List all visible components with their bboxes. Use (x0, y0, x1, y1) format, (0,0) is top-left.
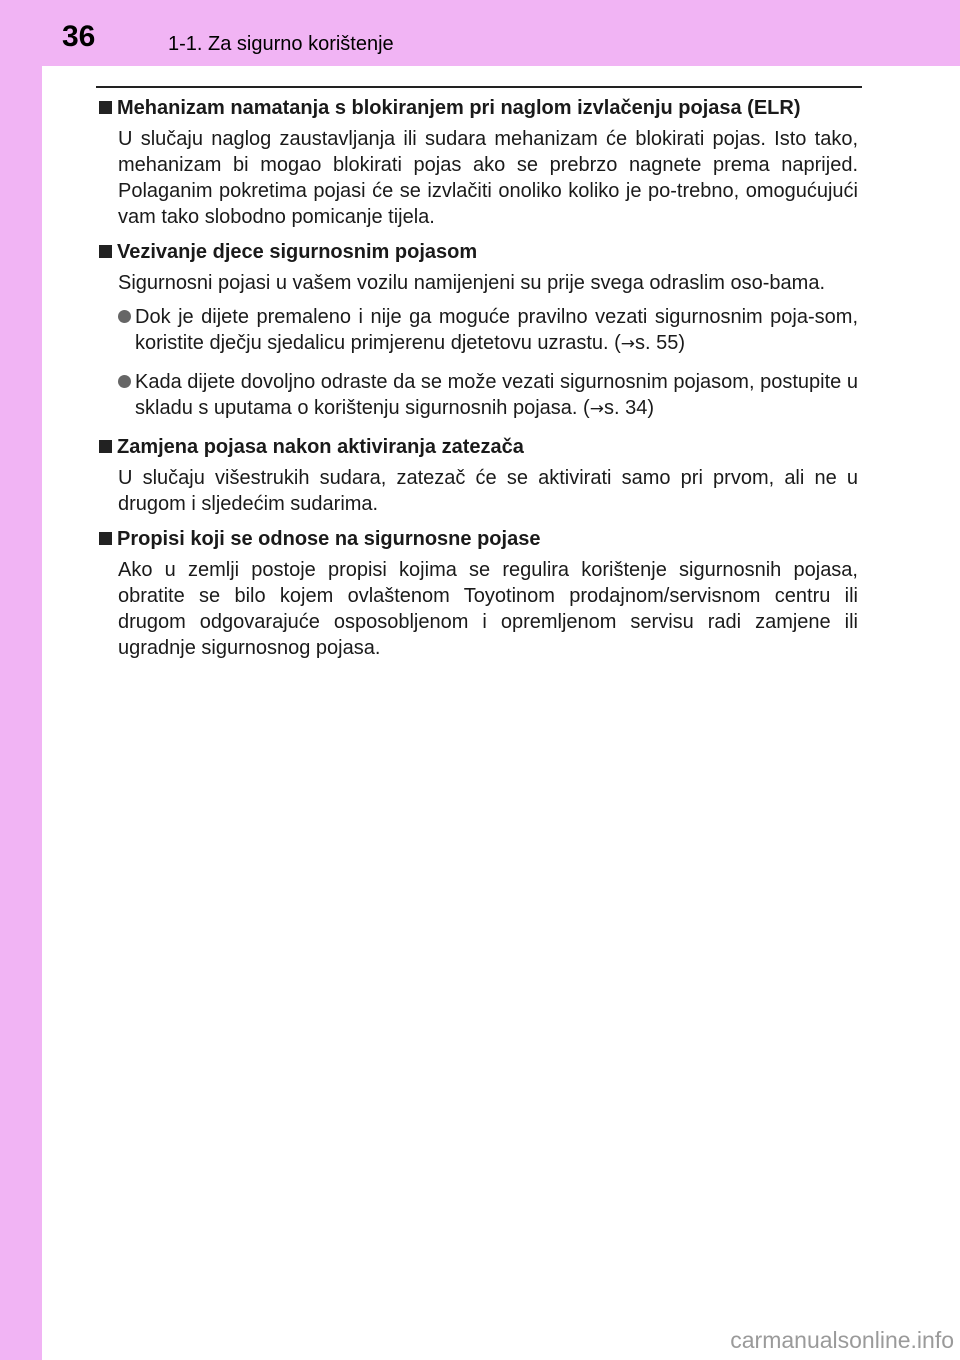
section-regulations (98, 526, 858, 661)
header-divider (96, 86, 862, 88)
section-heading: Vezivanje djece sigurnosnim pojasom (98, 239, 858, 265)
section-pretensioner (98, 434, 858, 517)
chapter-title: 1-1. Za sigurno korištenje (168, 33, 394, 55)
section-heading: Zamjena pojasa nakon aktiviranja zatezača (98, 434, 858, 460)
section-child-restraint (98, 239, 858, 422)
round-bullet-icon (118, 375, 131, 388)
square-bullet-icon (99, 101, 112, 114)
page-reference: s. 55) (635, 332, 686, 354)
square-bullet-icon (99, 440, 112, 453)
arrow-right-icon: → (620, 334, 636, 354)
section-heading: Mehanizam namatanja s blokiranjem pri naglom izvlačenju pojasa (ELR) (98, 95, 858, 121)
page-reference: s. 34) (603, 397, 654, 419)
round-bullet-icon (118, 310, 131, 323)
square-bullet-icon (99, 532, 112, 545)
section-elr (98, 95, 858, 230)
page-content (98, 95, 858, 670)
section-text: U slučaju višestrukih sudara, zatezač će se aktivirati samo pri prvom, ali ne u drugom i sljedećim sudarima. (118, 467, 858, 515)
watermark: carmanualsonline.info (730, 1327, 954, 1353)
section-text: Ako u zemlji postoje propisi kojima se regulira korištenje sigurnosnih pojasa, obratite se bilo kojem ovlaštenom Toyotinom prodajnom/servisnom centru ili drugom odgovarajuće osposobljenom i opremljenom servisu radi zamjene ili ugradnje sigurnosnog pojasa. (118, 559, 858, 659)
section-text: U slučaju naglog zaustavljanja ili sudara mehanizam će blokirati pojas. Isto tako, mehanizam bi mogao blokirati pojas ako se prebrzo nagnete prema naprijed. Polaganim pokretima pojasi će se izvlačiti onoliko koliko je po-trebno, omogućujući vam tako slobodno pomicanje tijela. (118, 128, 858, 228)
side-color-strip (0, 0, 42, 1360)
square-bullet-icon (99, 245, 112, 258)
section-text: Sigurnosni pojasi u vašem vozilu namijenjeni su prije svega odraslim oso-bama. (118, 272, 826, 294)
page-number: 36 (62, 20, 96, 53)
arrow-right-icon: → (589, 399, 604, 419)
bullet-item: Kada dijete dovoljno odraste da se može vezati sigurnosnim pojasom, postupite u skladu s uputama o korištenju sigurnosnih pojasa. (→s. 34) (118, 369, 858, 422)
bullet-item: Dok je dijete premaleno i nije ga moguće pravilno vezati sigurnosnim poja-som, koristite dječju sjedalicu primjerenu djetetovu uzrastu. (→s. 55) (118, 304, 858, 357)
section-heading: Propisi koji se odnose na sigurnosne pojase (98, 526, 858, 552)
